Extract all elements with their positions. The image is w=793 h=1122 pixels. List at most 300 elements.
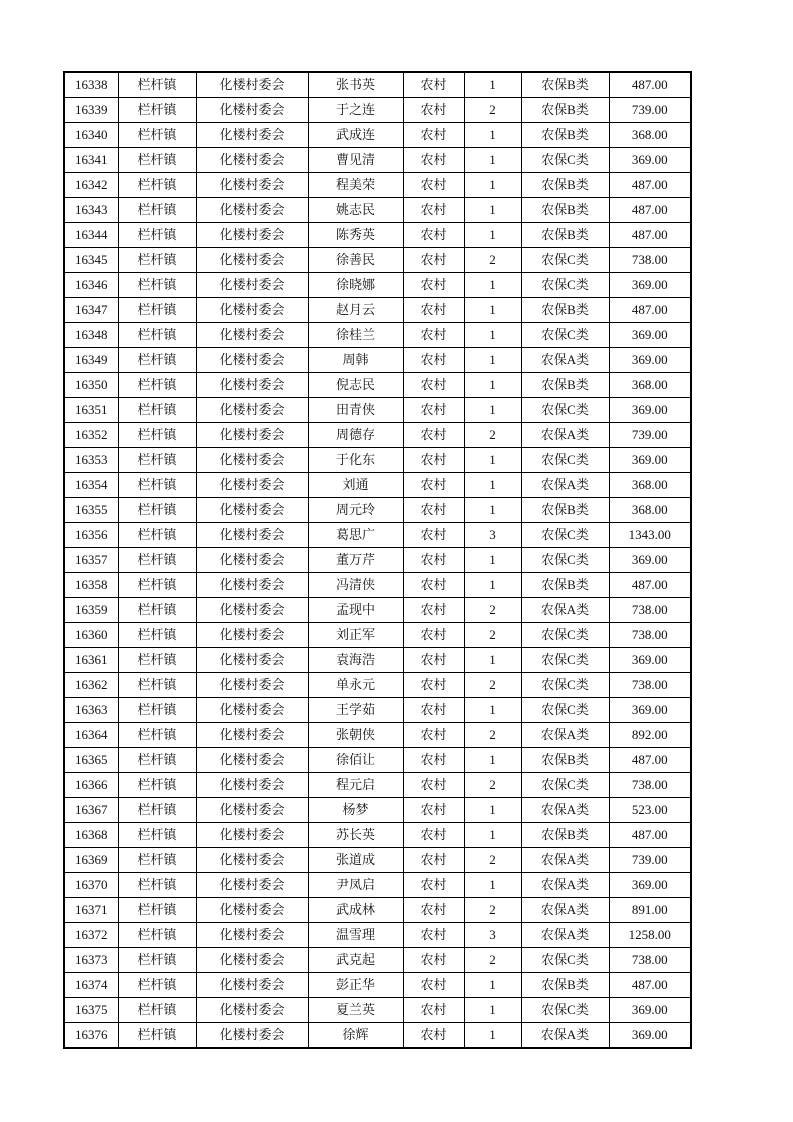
cell-record-id: 16346 [64, 273, 118, 298]
cell-name: 冯清侠 [308, 573, 403, 598]
cell-name: 倪志民 [308, 373, 403, 398]
cell-person-count: 2 [464, 248, 521, 273]
cell-village: 化楼村委会 [196, 573, 308, 598]
cell-person-count: 1 [464, 72, 521, 98]
table-row [64, 148, 691, 173]
cell-insurance-category: 农保A类 [521, 598, 609, 623]
cell-record-id: 16341 [64, 148, 118, 173]
cell-town: 栏杆镇 [118, 823, 196, 848]
table-row [64, 898, 691, 923]
table-row [64, 648, 691, 673]
cell-person-count: 1 [464, 448, 521, 473]
cell-amount: 739.00 [609, 98, 691, 123]
cell-name: 彭正华 [308, 973, 403, 998]
cell-town: 栏杆镇 [118, 123, 196, 148]
cell-town: 栏杆镇 [118, 498, 196, 523]
cell-name: 田青侠 [308, 398, 403, 423]
cell-insurance-category: 农保C类 [521, 698, 609, 723]
cell-insurance-category: 农保B类 [521, 298, 609, 323]
cell-amount: 369.00 [609, 148, 691, 173]
table-row [64, 448, 691, 473]
cell-record-id: 16369 [64, 848, 118, 873]
cell-town: 栏杆镇 [118, 573, 196, 598]
cell-residence-type: 农村 [403, 248, 464, 273]
cell-person-count: 2 [464, 423, 521, 448]
cell-insurance-category: 农保A类 [521, 798, 609, 823]
cell-town: 栏杆镇 [118, 648, 196, 673]
cell-village: 化楼村委会 [196, 723, 308, 748]
cell-name: 陈秀英 [308, 223, 403, 248]
cell-village: 化楼村委会 [196, 298, 308, 323]
cell-amount: 487.00 [609, 223, 691, 248]
cell-insurance-category: 农保B类 [521, 823, 609, 848]
cell-record-id: 16349 [64, 348, 118, 373]
cell-person-count: 2 [464, 98, 521, 123]
cell-residence-type: 农村 [403, 323, 464, 348]
cell-town: 栏杆镇 [118, 848, 196, 873]
cell-amount: 523.00 [609, 798, 691, 823]
cell-residence-type: 农村 [403, 498, 464, 523]
table-row [64, 423, 691, 448]
cell-amount: 738.00 [609, 773, 691, 798]
cell-village: 化楼村委会 [196, 398, 308, 423]
cell-name: 张朝侠 [308, 723, 403, 748]
table-row [64, 698, 691, 723]
cell-village: 化楼村委会 [196, 323, 308, 348]
cell-person-count: 2 [464, 948, 521, 973]
cell-village: 化楼村委会 [196, 873, 308, 898]
cell-person-count: 1 [464, 498, 521, 523]
cell-record-id: 16376 [64, 1023, 118, 1049]
table-row [64, 248, 691, 273]
cell-insurance-category: 农保C类 [521, 623, 609, 648]
cell-village: 化楼村委会 [196, 598, 308, 623]
cell-amount: 369.00 [609, 1023, 691, 1049]
cell-residence-type: 农村 [403, 823, 464, 848]
table-row [64, 873, 691, 898]
cell-amount: 369.00 [609, 323, 691, 348]
cell-residence-type: 农村 [403, 223, 464, 248]
cell-town: 栏杆镇 [118, 673, 196, 698]
cell-record-id: 16340 [64, 123, 118, 148]
cell-amount: 738.00 [609, 598, 691, 623]
cell-amount: 369.00 [609, 448, 691, 473]
cell-amount: 369.00 [609, 998, 691, 1023]
cell-record-id: 16350 [64, 373, 118, 398]
cell-residence-type: 农村 [403, 648, 464, 673]
cell-residence-type: 农村 [403, 398, 464, 423]
cell-record-id: 16352 [64, 423, 118, 448]
cell-record-id: 16339 [64, 98, 118, 123]
cell-residence-type: 农村 [403, 448, 464, 473]
table-row [64, 598, 691, 623]
cell-person-count: 1 [464, 548, 521, 573]
cell-person-count: 1 [464, 573, 521, 598]
cell-town: 栏杆镇 [118, 423, 196, 448]
table-row [64, 123, 691, 148]
cell-person-count: 3 [464, 523, 521, 548]
cell-village: 化楼村委会 [196, 473, 308, 498]
cell-amount: 1258.00 [609, 923, 691, 948]
cell-insurance-category: 农保C类 [521, 773, 609, 798]
cell-person-count: 1 [464, 1023, 521, 1049]
cell-insurance-category: 农保A类 [521, 848, 609, 873]
cell-residence-type: 农村 [403, 773, 464, 798]
cell-town: 栏杆镇 [118, 723, 196, 748]
cell-residence-type: 农村 [403, 573, 464, 598]
cell-town: 栏杆镇 [118, 373, 196, 398]
cell-village: 化楼村委会 [196, 948, 308, 973]
cell-record-id: 16365 [64, 748, 118, 773]
cell-amount: 368.00 [609, 123, 691, 148]
cell-name: 于化东 [308, 448, 403, 473]
cell-amount: 487.00 [609, 973, 691, 998]
cell-insurance-category: 农保A类 [521, 898, 609, 923]
cell-village: 化楼村委会 [196, 448, 308, 473]
cell-record-id: 16354 [64, 473, 118, 498]
cell-insurance-category: 农保B类 [521, 173, 609, 198]
cell-town: 栏杆镇 [118, 223, 196, 248]
cell-town: 栏杆镇 [118, 598, 196, 623]
cell-town: 栏杆镇 [118, 348, 196, 373]
table-row [64, 673, 691, 698]
cell-record-id: 16347 [64, 298, 118, 323]
table-row [64, 948, 691, 973]
cell-record-id: 16348 [64, 323, 118, 348]
cell-name: 于之连 [308, 98, 403, 123]
cell-residence-type: 农村 [403, 473, 464, 498]
cell-person-count: 2 [464, 623, 521, 648]
cell-amount: 487.00 [609, 72, 691, 98]
cell-insurance-category: 农保C类 [521, 248, 609, 273]
cell-village: 化楼村委会 [196, 98, 308, 123]
cell-person-count: 1 [464, 348, 521, 373]
cell-record-id: 16371 [64, 898, 118, 923]
cell-insurance-category: 农保C类 [521, 273, 609, 298]
cell-village: 化楼村委会 [196, 223, 308, 248]
cell-person-count: 1 [464, 223, 521, 248]
cell-insurance-category: 农保B类 [521, 973, 609, 998]
table-row [64, 1023, 691, 1049]
cell-insurance-category: 农保A类 [521, 1023, 609, 1049]
cell-insurance-category: 农保A类 [521, 348, 609, 373]
table-row [64, 848, 691, 873]
cell-village: 化楼村委会 [196, 848, 308, 873]
cell-amount: 487.00 [609, 173, 691, 198]
cell-amount: 739.00 [609, 848, 691, 873]
cell-residence-type: 农村 [403, 423, 464, 448]
cell-name: 尹凤启 [308, 873, 403, 898]
cell-residence-type: 农村 [403, 1023, 464, 1049]
table-row [64, 98, 691, 123]
cell-person-count: 1 [464, 648, 521, 673]
cell-town: 栏杆镇 [118, 198, 196, 223]
cell-town: 栏杆镇 [118, 1023, 196, 1049]
cell-village: 化楼村委会 [196, 648, 308, 673]
cell-village: 化楼村委会 [196, 623, 308, 648]
cell-insurance-category: 农保C类 [521, 398, 609, 423]
cell-insurance-category: 农保C类 [521, 148, 609, 173]
cell-name: 徐桂兰 [308, 323, 403, 348]
table-row [64, 573, 691, 598]
cell-village: 化楼村委会 [196, 273, 308, 298]
cell-name: 温雪理 [308, 923, 403, 948]
cell-amount: 487.00 [609, 823, 691, 848]
cell-town: 栏杆镇 [118, 148, 196, 173]
cell-amount: 892.00 [609, 723, 691, 748]
cell-record-id: 16356 [64, 523, 118, 548]
cell-town: 栏杆镇 [118, 698, 196, 723]
cell-name: 董万芹 [308, 548, 403, 573]
cell-record-id: 16372 [64, 923, 118, 948]
cell-insurance-category: 农保A类 [521, 423, 609, 448]
cell-insurance-category: 农保A类 [521, 723, 609, 748]
cell-village: 化楼村委会 [196, 673, 308, 698]
cell-name: 张道成 [308, 848, 403, 873]
cell-name: 姚志民 [308, 198, 403, 223]
cell-record-id: 16363 [64, 698, 118, 723]
cell-residence-type: 农村 [403, 173, 464, 198]
cell-name: 徐晓娜 [308, 273, 403, 298]
cell-amount: 487.00 [609, 748, 691, 773]
cell-name: 徐善民 [308, 248, 403, 273]
cell-person-count: 1 [464, 998, 521, 1023]
cell-insurance-category: 农保C类 [521, 673, 609, 698]
cell-amount: 368.00 [609, 473, 691, 498]
cell-name: 周韩 [308, 348, 403, 373]
cell-person-count: 2 [464, 848, 521, 873]
cell-village: 化楼村委会 [196, 373, 308, 398]
cell-person-count: 1 [464, 148, 521, 173]
cell-amount: 891.00 [609, 898, 691, 923]
cell-name: 程美荣 [308, 173, 403, 198]
table-row [64, 523, 691, 548]
cell-name: 周元玲 [308, 498, 403, 523]
cell-record-id: 16355 [64, 498, 118, 523]
cell-amount: 738.00 [609, 948, 691, 973]
cell-village: 化楼村委会 [196, 998, 308, 1023]
cell-village: 化楼村委会 [196, 973, 308, 998]
table-row [64, 373, 691, 398]
cell-record-id: 16360 [64, 623, 118, 648]
cell-record-id: 16361 [64, 648, 118, 673]
cell-village: 化楼村委会 [196, 798, 308, 823]
cell-village: 化楼村委会 [196, 748, 308, 773]
cell-name: 徐辉 [308, 1023, 403, 1049]
cell-residence-type: 农村 [403, 123, 464, 148]
cell-record-id: 16367 [64, 798, 118, 823]
cell-record-id: 16374 [64, 973, 118, 998]
cell-insurance-category: 农保B类 [521, 98, 609, 123]
cell-name: 程元启 [308, 773, 403, 798]
cell-village: 化楼村委会 [196, 898, 308, 923]
table-row [64, 973, 691, 998]
cell-name: 葛思广 [308, 523, 403, 548]
cell-village: 化楼村委会 [196, 123, 308, 148]
cell-record-id: 16343 [64, 198, 118, 223]
cell-person-count: 2 [464, 723, 521, 748]
cell-record-id: 16353 [64, 448, 118, 473]
cell-person-count: 1 [464, 823, 521, 848]
cell-name: 袁海浩 [308, 648, 403, 673]
cell-amount: 369.00 [609, 348, 691, 373]
cell-village: 化楼村委会 [196, 248, 308, 273]
cell-insurance-category: 农保B类 [521, 573, 609, 598]
cell-amount: 1343.00 [609, 523, 691, 548]
cell-residence-type: 农村 [403, 973, 464, 998]
cell-town: 栏杆镇 [118, 898, 196, 923]
cell-insurance-category: 农保C类 [521, 648, 609, 673]
cell-town: 栏杆镇 [118, 523, 196, 548]
cell-residence-type: 农村 [403, 748, 464, 773]
cell-record-id: 16342 [64, 173, 118, 198]
cell-village: 化楼村委会 [196, 72, 308, 98]
cell-record-id: 16368 [64, 823, 118, 848]
cell-amount: 738.00 [609, 248, 691, 273]
cell-amount: 738.00 [609, 673, 691, 698]
table-row [64, 198, 691, 223]
cell-record-id: 16373 [64, 948, 118, 973]
cell-person-count: 3 [464, 923, 521, 948]
cell-name: 苏长英 [308, 823, 403, 848]
cell-residence-type: 农村 [403, 348, 464, 373]
cell-village: 化楼村委会 [196, 198, 308, 223]
table-row [64, 298, 691, 323]
cell-person-count: 1 [464, 373, 521, 398]
cell-insurance-category: 农保C类 [521, 323, 609, 348]
cell-residence-type: 农村 [403, 148, 464, 173]
cell-insurance-category: 农保C类 [521, 948, 609, 973]
cell-person-count: 1 [464, 798, 521, 823]
cell-name: 夏兰英 [308, 998, 403, 1023]
cell-residence-type: 农村 [403, 273, 464, 298]
cell-residence-type: 农村 [403, 673, 464, 698]
table-row [64, 473, 691, 498]
cell-record-id: 16357 [64, 548, 118, 573]
table-row [64, 748, 691, 773]
cell-town: 栏杆镇 [118, 948, 196, 973]
cell-person-count: 1 [464, 123, 521, 148]
table-row [64, 323, 691, 348]
cell-residence-type: 农村 [403, 873, 464, 898]
cell-insurance-category: 农保C类 [521, 548, 609, 573]
cell-amount: 369.00 [609, 548, 691, 573]
payment-roster-table [63, 71, 692, 1049]
cell-amount: 739.00 [609, 423, 691, 448]
cell-record-id: 16358 [64, 573, 118, 598]
cell-person-count: 2 [464, 673, 521, 698]
cell-residence-type: 农村 [403, 98, 464, 123]
cell-person-count: 1 [464, 473, 521, 498]
cell-record-id: 16351 [64, 398, 118, 423]
cell-town: 栏杆镇 [118, 873, 196, 898]
cell-town: 栏杆镇 [118, 623, 196, 648]
cell-person-count: 2 [464, 898, 521, 923]
cell-amount: 487.00 [609, 573, 691, 598]
cell-residence-type: 农村 [403, 72, 464, 98]
cell-record-id: 16366 [64, 773, 118, 798]
cell-name: 王学茹 [308, 698, 403, 723]
cell-village: 化楼村委会 [196, 348, 308, 373]
table-body [64, 72, 691, 1048]
cell-town: 栏杆镇 [118, 98, 196, 123]
cell-name: 曹见清 [308, 148, 403, 173]
cell-residence-type: 农村 [403, 723, 464, 748]
cell-village: 化楼村委会 [196, 498, 308, 523]
cell-insurance-category: 农保C类 [521, 523, 609, 548]
table-row [64, 398, 691, 423]
cell-village: 化楼村委会 [196, 773, 308, 798]
table-row [64, 723, 691, 748]
cell-village: 化楼村委会 [196, 823, 308, 848]
cell-name: 武克起 [308, 948, 403, 973]
cell-residence-type: 农村 [403, 523, 464, 548]
cell-name: 武成林 [308, 898, 403, 923]
cell-insurance-category: 农保B类 [521, 373, 609, 398]
cell-town: 栏杆镇 [118, 448, 196, 473]
cell-amount: 369.00 [609, 273, 691, 298]
cell-residence-type: 农村 [403, 548, 464, 573]
table-row [64, 998, 691, 1023]
cell-village: 化楼村委会 [196, 923, 308, 948]
cell-record-id: 16375 [64, 998, 118, 1023]
cell-insurance-category: 农保B类 [521, 72, 609, 98]
cell-village: 化楼村委会 [196, 548, 308, 573]
cell-town: 栏杆镇 [118, 298, 196, 323]
cell-insurance-category: 农保A类 [521, 923, 609, 948]
table-row [64, 173, 691, 198]
cell-insurance-category: 农保C类 [521, 998, 609, 1023]
cell-town: 栏杆镇 [118, 323, 196, 348]
table-row [64, 798, 691, 823]
table-row [64, 348, 691, 373]
cell-residence-type: 农村 [403, 848, 464, 873]
cell-name: 张书英 [308, 72, 403, 98]
cell-amount: 738.00 [609, 623, 691, 648]
cell-person-count: 1 [464, 398, 521, 423]
cell-town: 栏杆镇 [118, 72, 196, 98]
cell-town: 栏杆镇 [118, 973, 196, 998]
cell-amount: 369.00 [609, 698, 691, 723]
cell-residence-type: 农村 [403, 898, 464, 923]
cell-person-count: 2 [464, 773, 521, 798]
cell-residence-type: 农村 [403, 798, 464, 823]
cell-town: 栏杆镇 [118, 923, 196, 948]
cell-residence-type: 农村 [403, 998, 464, 1023]
table-row [64, 623, 691, 648]
cell-town: 栏杆镇 [118, 473, 196, 498]
cell-amount: 369.00 [609, 648, 691, 673]
cell-person-count: 1 [464, 323, 521, 348]
cell-person-count: 2 [464, 598, 521, 623]
cell-amount: 369.00 [609, 873, 691, 898]
cell-person-count: 1 [464, 273, 521, 298]
cell-insurance-category: 农保B类 [521, 198, 609, 223]
cell-name: 刘通 [308, 473, 403, 498]
cell-town: 栏杆镇 [118, 773, 196, 798]
cell-insurance-category: 农保B类 [521, 748, 609, 773]
cell-residence-type: 农村 [403, 373, 464, 398]
cell-residence-type: 农村 [403, 698, 464, 723]
cell-town: 栏杆镇 [118, 748, 196, 773]
cell-residence-type: 农村 [403, 198, 464, 223]
cell-record-id: 16370 [64, 873, 118, 898]
cell-name: 周德存 [308, 423, 403, 448]
cell-town: 栏杆镇 [118, 248, 196, 273]
table-row [64, 773, 691, 798]
cell-insurance-category: 农保A类 [521, 473, 609, 498]
cell-insurance-category: 农保B类 [521, 498, 609, 523]
